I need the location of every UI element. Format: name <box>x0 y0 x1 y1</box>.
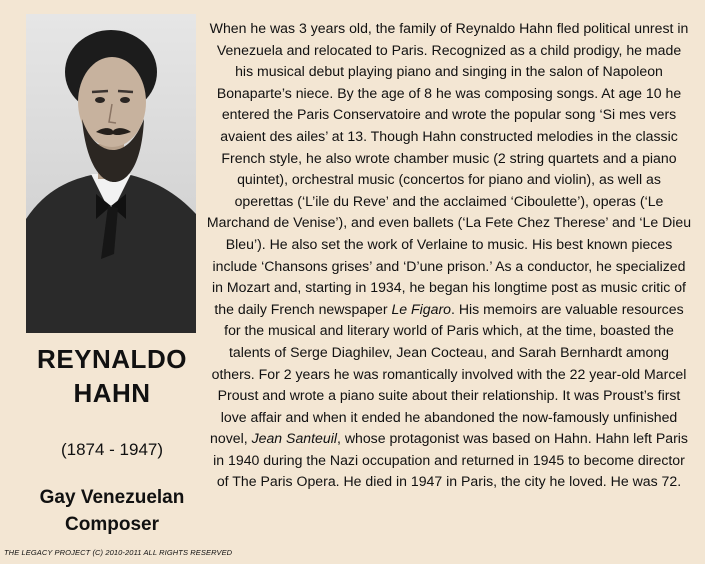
bio-part3: , whose protagonist was based on Hahn. Hahn left Paris in 1940 during the Nazi occupation and returned in 1945 to become director of The Paris Opera. He died in 1947 in Paris, the city he loved. He was 72. <box>213 430 688 490</box>
name-last: HAHN <box>73 378 151 408</box>
bio-part2: . His memoirs are valuable resources for the musical and literary world of Paris which, at the time, boasted the talents of Serge Diaghilev, Jean Cocteau, and Sarah Bernhardt among others. For 2 years he was romantically involved with the 22 year-old Marcel Proust and wrote a piano suite about their relationship. It was Proust’s first love affair and when it ended he abandoned the now-famously unfinished novel, <box>210 300 687 447</box>
biography-paragraph <box>206 18 692 493</box>
portrait-photo <box>26 14 196 333</box>
bio-novel-title: Jean Santeuil <box>251 430 337 447</box>
bio-part1: When he was 3 years old, the family of Reynaldo Hahn fled political unrest in Venezuela and relocated to Paris. Recognized as a child prodigy, he made his musical debut playing piano and singing in the salon of Napoleon Bonaparte’s niece. By the age of 8 he was composing songs. At age 10 he entered the Paris Conservatoire and wrote the popular song ‘Si mes vers avaient des ailes’ at 13. Though Hahn constructed melodies in the classic French style, he also wrote chamber music (2 string quartets and a piano quintet), orchestral music (concertos for piano and violin), as well as operettas (‘L’ile du Reve’ and the acclaimed ‘Ciboulette’), operas (‘Le Marchand de Venise’), and even ballets (‘La Fete Chez Therese’ and ‘Le Dieu Bleu’). He also set the work of Verlaine to music. His best known pieces include ‘Chansons grises’ and ‘D’une prison.’ As a conductor, he specialized in Mozart and, starting in 1934, he began his longtime post as music critic of the daily French newspaper <box>206 20 692 317</box>
subtitle-line2: Composer <box>65 514 159 535</box>
person-name <box>0 342 224 410</box>
person-subtitle <box>0 484 224 538</box>
copyright-notice: THE LEGACY PROJECT (C) 2010-2011 ALL RIGHTS RESERVED <box>4 548 233 557</box>
life-dates: (1874 - 1947) <box>60 440 164 459</box>
biography-text <box>206 18 692 493</box>
name-first: REYNALDO <box>37 344 187 374</box>
subtitle-line1: Gay Venezuelan <box>39 487 185 508</box>
bio-newspaper-title: Le Figaro <box>391 300 451 317</box>
